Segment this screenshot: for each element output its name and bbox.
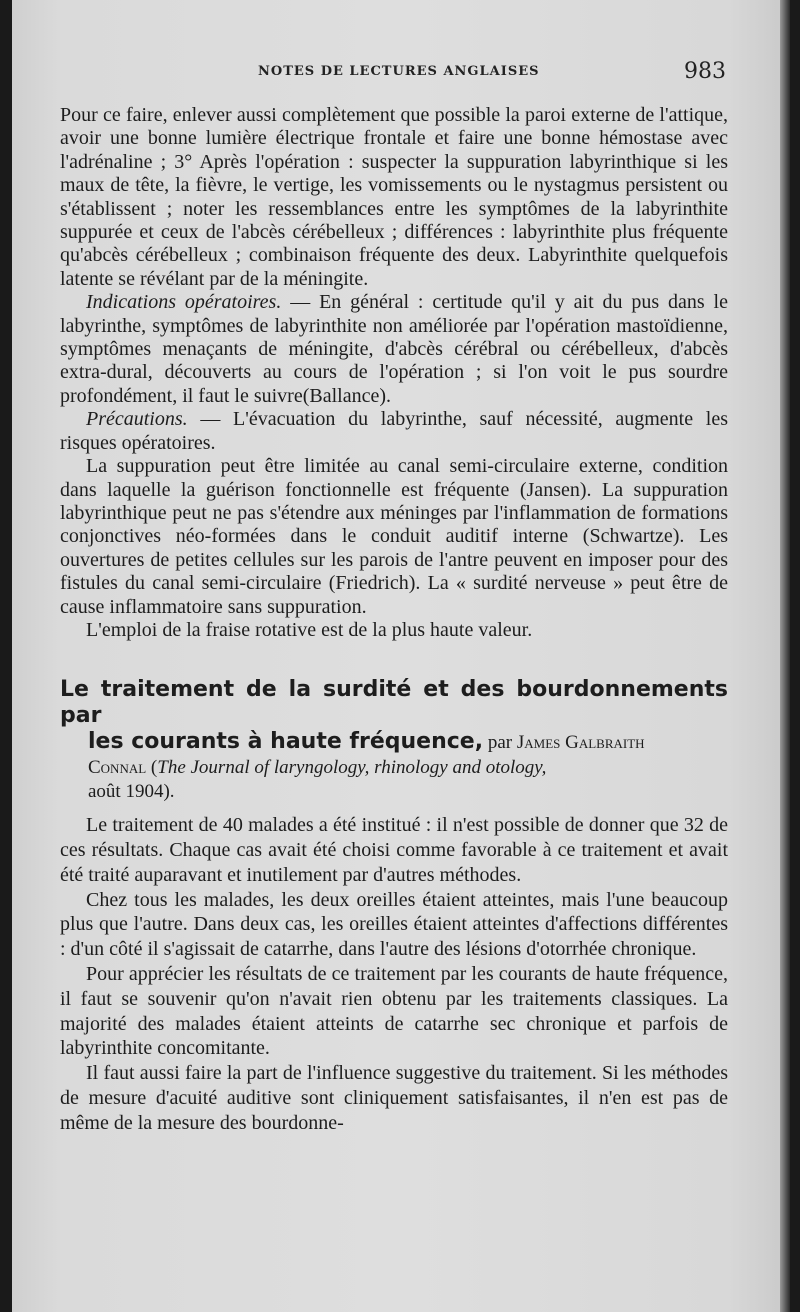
page-edge-shadow <box>780 0 790 1312</box>
citation-date: août 1904). <box>88 780 175 802</box>
paragraph-label: Précautions. <box>86 408 188 431</box>
paragraph: Pour ce faire, enlever aussi complètement que possible la paroi externe de l'attique, avoir une bonne lumière électrique frontale et faire une bonne hémostase avec l'adrénaline ; 3° Après l'opération : suspecter la suppuration labyrinthique si les maux de tête, la fièvre, le vertige, les vomissements ou le nystagmus persistent ou s'établissent ; noter les ressemblances entre les symptômes de la labyrinthite suppurée et ceux de l'abcès cérébelleux ; différences : labyrinthite plus fréquente qu'abcès cérébelleux ; combinaison fréquente des deux. Labyrinthite quelquefois latente se révélant par de la méningite. <box>60 104 728 290</box>
journal-title: The Journal of laryngology, rhinology and otology, <box>157 757 547 779</box>
paragraph: L'emploi de la fraise rotative est de la plus haute valeur. <box>86 618 533 641</box>
paragraph: Pour apprécier les résultats de ce traitement par les courants de haute fréquence, il faut se souvenir qu'on n'avait rien obtenu par les traitements classiques. La majorité des malades étaient atteints de catarrhe sec chronique et parfois de labyrinthite concomitante. <box>60 962 728 1060</box>
citation: Connal (The Journal of laryngology, rhinology and otology, août 1904). <box>88 757 547 802</box>
page-number: 983 <box>684 59 726 84</box>
paragraph: Précautions. — L'évacuation du labyrinthe, sauf nécessité, augmente les risques opératoires. <box>60 408 728 454</box>
author-surname: Connal <box>88 757 147 779</box>
article-heading: Le traitement de la surdité et des bourdonnements par les courants à haute fréquence, par James Galbraith <box>60 677 728 755</box>
heading-line-1: Le traitement de la surdité et des bourdonnements par <box>60 677 728 729</box>
paragraph: Indications opératoires. — En général : certitude qu'il y ait du pus dans le labyrinthe, symptômes de labyrinthite non améliorée par l'opération mastoïdienne, symptômes menaçants de méningite, d'abcès cérébral ou cérébelleux, d'abcès extra-dural, découverts au cours de l'opération ; si l'on voit le pus sourdre profondément, il faut le suivre(Ballance). <box>60 291 728 407</box>
author-name: James Galbraith <box>516 732 645 754</box>
paragraph: La suppuration peut être limitée au canal semi-circulaire externe, condition dans laquelle la guérison fonctionnelle est fréquente (Jansen). La suppuration labyrinthique peut ne pas s'étendre aux méninges par l'inflammation de formations conjonctives néo-formées dans le conduit auditif interne (Schwartze). Les ouvertures de petites cellules sur les parois de l'antre peuvent en imposer pour des fistules du canal semi-circulaire (Friedrich). La « surdité nerveuse » peut être de cause inflammatoire sans suppuration. <box>60 455 728 618</box>
paragraph: Chez tous les malades, les deux oreilles étaient atteintes, mais l'une beaucoup plus que l'autre. Dans deux cas, les oreilles étaient atteintes d'affections différentes : d'un côté il s'agissait de catarrhe, dans l'autre des lésions d'otorrhée chronique. <box>60 888 728 961</box>
paragraph: Il faut aussi faire la part de l'influence suggestive du traitement. Si les méthodes de mesure d'acuité auditive sont cliniquement satisfaisantes, il n'en est pas de même de la mesure des bourdonne- <box>60 1062 728 1134</box>
body-text <box>60 104 728 1136</box>
paragraph-label: Indications opératoires. <box>86 291 282 314</box>
paragraph: Le traitement de 40 malades a été institué : il n'est possible de donner que 32 de ces résultats. Chaque cas avait été choisi comme favorable à ce traitement et avait été traité auparavant et inutilement par d'autres méthodes. <box>60 814 728 886</box>
heading-line-2: les courants à haute fréquence, <box>88 729 484 755</box>
book-page <box>12 0 790 1312</box>
running-header: NOTES DE LECTURES ANGLAISES <box>258 64 540 79</box>
